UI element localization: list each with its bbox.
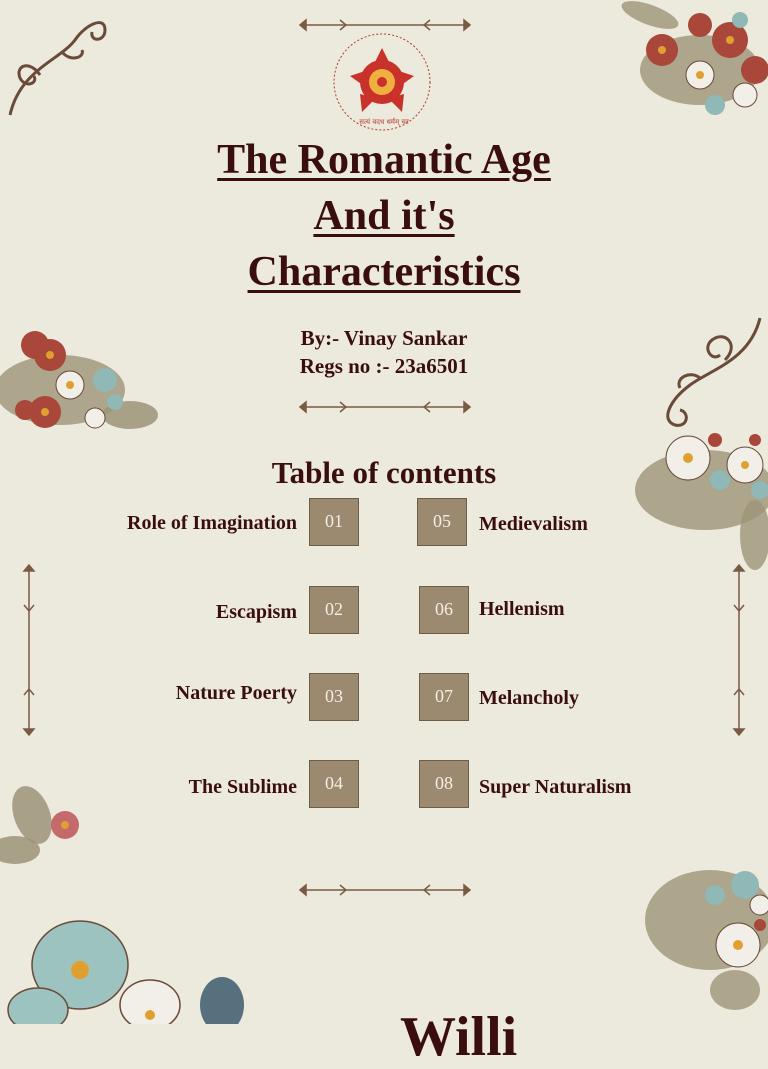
toc-item-label: The Sublime bbox=[188, 776, 297, 798]
divider-ornament-top bbox=[300, 20, 470, 30]
toc-item-label: Super Naturalism bbox=[479, 776, 632, 798]
toc-item-label: Hellenism bbox=[479, 598, 565, 620]
title-line-1: The Romantic Age bbox=[217, 137, 551, 183]
vertical-ornament-right bbox=[734, 565, 744, 735]
author-name: By:- Vinay Sankar bbox=[300, 326, 468, 350]
bottom-partial-heading: Willi bbox=[400, 1006, 518, 1068]
toc-item-label: Escapism bbox=[215, 601, 297, 623]
divider-ornament-middle bbox=[300, 402, 470, 412]
flower-cluster-top-right bbox=[618, 0, 768, 115]
logo-motto: सत्यं वदध धर्मम् चर bbox=[359, 118, 409, 126]
flower-cluster-lower-right bbox=[645, 870, 768, 1010]
registration-number: Regs no :- 23a6501 bbox=[299, 354, 469, 378]
leaf-cluster-lower-left bbox=[0, 781, 79, 864]
vertical-ornament-left bbox=[24, 565, 34, 735]
toc-item-label: Role of Imagination bbox=[127, 512, 297, 534]
divider-ornament-bottom bbox=[300, 885, 470, 895]
toc-item-number: 08 bbox=[419, 760, 469, 808]
toc-item-number: 02 bbox=[309, 586, 359, 634]
swirl-ornament-top-left bbox=[10, 23, 105, 115]
toc-item-number: 07 bbox=[419, 673, 469, 721]
toc-heading: Table of contents bbox=[271, 455, 497, 490]
toc-item-label: Nature Poerty bbox=[175, 682, 297, 704]
flower-cluster-right bbox=[635, 433, 768, 570]
toc-item-label: Medievalism bbox=[479, 513, 588, 535]
toc-item-number: 06 bbox=[419, 586, 469, 634]
title-line-3: Characteristics bbox=[247, 249, 521, 295]
toc-item-number: 05 bbox=[417, 498, 467, 546]
toc-item-number: 04 bbox=[309, 760, 359, 808]
toc-item-number: 03 bbox=[309, 673, 359, 721]
flower-cluster-bottom-left bbox=[8, 921, 244, 1024]
title-line-2: And it's bbox=[313, 193, 455, 239]
toc-item-label: Melancholy bbox=[479, 687, 579, 709]
toc-item-number: 01 bbox=[309, 498, 359, 546]
